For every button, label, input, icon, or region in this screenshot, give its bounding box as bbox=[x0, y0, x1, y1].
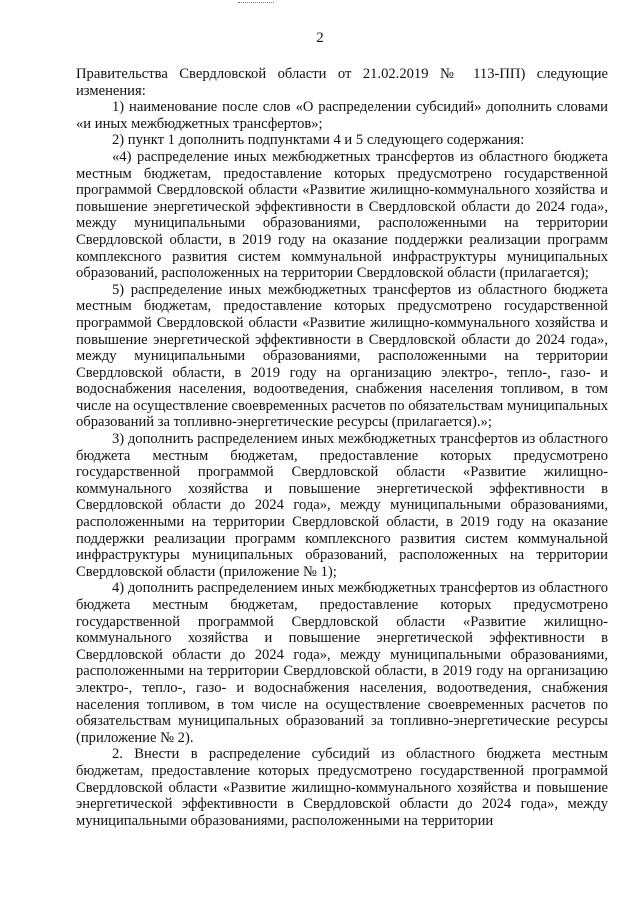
paragraph-continuation: Правительства Свердловской области от 21.02.2019 № 113-ПП) следующие изменения: bbox=[76, 66, 608, 99]
paragraph-section-2: 2. Внести в распределение субсидий из областного бюджета местным бюджетам, предоставление которых предусмотрено государственной программой Свердловской области «Развитие жилищно-коммунального хозяйства и повышение энергетической эффективности в Свердловской области до 2024 года», между муниципальными образованиями, расположенными на территории bbox=[76, 746, 608, 829]
document-body bbox=[76, 66, 608, 829]
paragraph-item-3: 3) дополнить распределением иных межбюджетных трансфертов из областного бюджета местным бюджетам, предоставление которых предусмотрено государственной программой Свердловской области «Развитие жилищно-коммунального хозяйства и повышение энергетической эффективности в Свердловской области до 2024 года», между муниципальными образованиями, расположенными на территории Свердловской области, в 2019 году на оказание поддержки реализации программ комплексного развития систем коммунальной инфраструктуры муниципальных образований, расположенных на территории Свердловской области (приложение № 1); bbox=[76, 431, 608, 580]
paragraph-item-4: 4) дополнить распределением иных межбюджетных трансфертов из областного бюджета местным бюджетам, предоставление которых предусмотрено государственной программой Свердловской области «Развитие жилищно-коммунального хозяйства и повышение энергетической эффективности в Свердловской области до 2024 года», между муниципальными образованиями, расположенными на территории Свердловской области, в 2019 году на организацию электро-, тепло-, газо- и водоснабжения населения, водоотведения, снабжения населения топливом, в том числе на осуществление своевременных расчетов по обязательствам муниципальных образований за топливно-энергетические ресурсы (приложение № 2). bbox=[76, 580, 608, 746]
paragraph-item-2: 2) пункт 1 дополнить подпунктами 4 и 5 следующего содержания: bbox=[112, 132, 525, 149]
page-number: 2 bbox=[316, 30, 324, 46]
paragraph-item-1: 1) наименование после слов «О распределении субсидий» дополнить словами «и иных межбюджетных трансфертов»; bbox=[76, 99, 608, 132]
paragraph-subitem-4: «4) распределение иных межбюджетных трансфертов из областного бюджета местным бюджетам, предоставление которых предусмотрено государственной программой Свердловской области «Развитие жилищно-коммунального хозяйства и повышение энергетической эффективности в Свердловской области до 2024 года», между муниципальными образованиями, расположенными на территории Свердловской области, в 2019 году на оказание поддержки реализации программ комплексного развития систем коммунальной инфраструктуры муниципальных образований, расположенных на территории Свердловской области (прилагается); bbox=[76, 148, 608, 282]
paragraph-subitem-5: 5) распределение иных межбюджетных трансфертов из областного бюджета местным бюджетам, предоставление которых предусмотрено государственной программой Свердловской области «Развитие жилищно-коммунального хозяйства и повышение энергетической эффективности в Свердловской области до 2024 года», между муниципальными образованиями, расположенными на территории Свердловской области, в 2019 году на организацию электро-, тепло-, газо- и водоснабжения населения, водоотведения, снабжения населения топливом, в том числе на осуществление своевременных расчетов по обязательствам муниципальных образований за топливно-энергетические ресурсы (прилагается).»; bbox=[76, 281, 608, 431]
scan-artifact bbox=[238, 2, 274, 5]
